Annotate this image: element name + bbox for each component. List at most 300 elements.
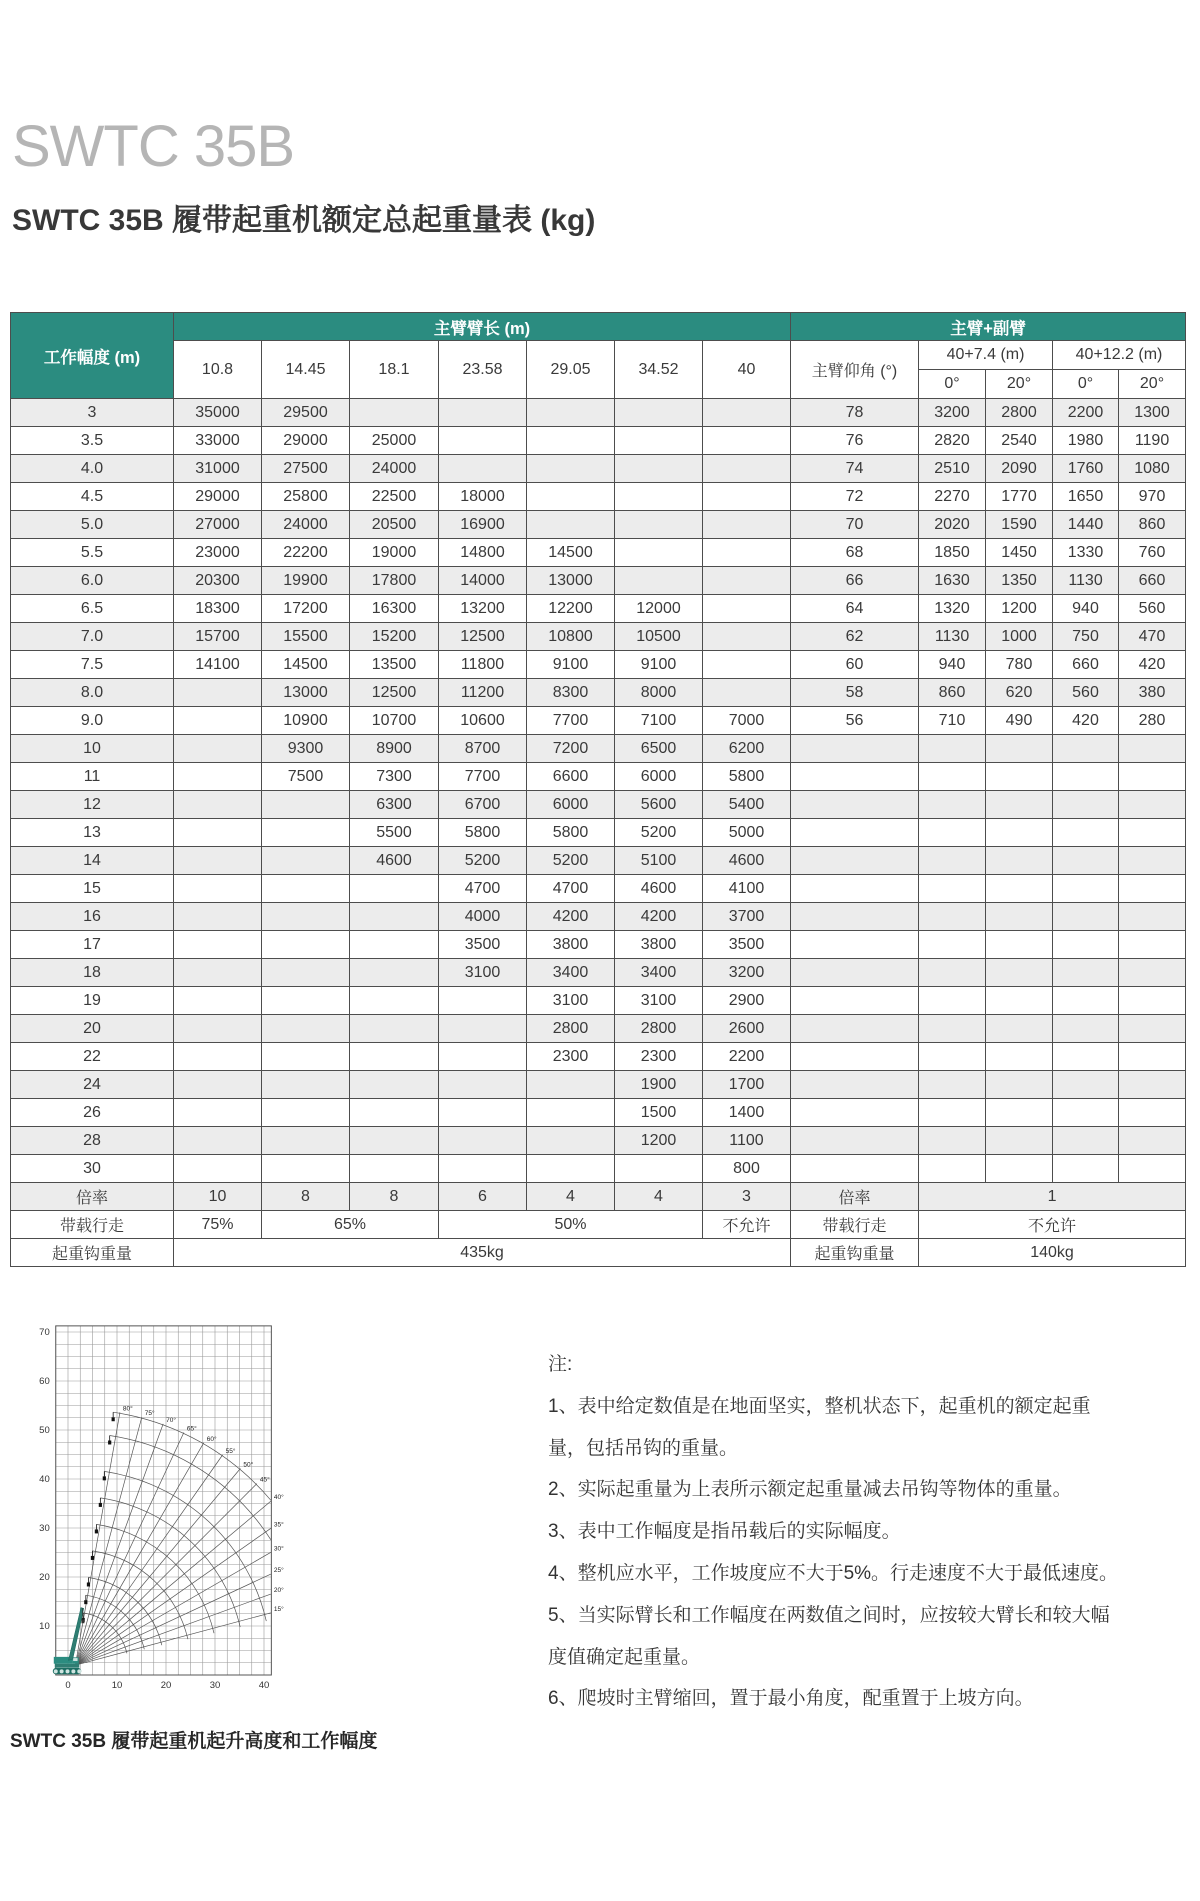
radius-cell: 17 — [11, 931, 174, 959]
load-cell — [527, 483, 615, 511]
jib-load-cell: 1190 — [1119, 427, 1186, 455]
jib-load-cell — [919, 1015, 986, 1043]
jib-load-cell — [919, 735, 986, 763]
load-cell — [703, 427, 791, 455]
load-cell: 13500 — [350, 651, 439, 679]
load-cell — [615, 539, 703, 567]
radius-cell: 30 — [11, 1155, 174, 1183]
load-cell: 25000 — [350, 427, 439, 455]
note-item: 2、实际起重量为上表所示额定起重量减去吊钩等物体的重量。 — [548, 1479, 1072, 1501]
boom-angle-cell — [791, 1099, 919, 1127]
svg-text:70°: 70° — [166, 1416, 177, 1424]
load-cell — [439, 1127, 527, 1155]
boom-angle-cell: 74 — [791, 455, 919, 483]
load-cell — [174, 791, 262, 819]
ratio-label: 倍率 — [11, 1183, 174, 1211]
boom-angle-cell — [791, 735, 919, 763]
jib-load-cell — [919, 791, 986, 819]
load-cell — [174, 1015, 262, 1043]
load-cell: 17800 — [350, 567, 439, 595]
hook-weight-value: 435kg — [174, 1239, 791, 1267]
load-cell: 12000 — [615, 595, 703, 623]
jib-load-cell — [919, 763, 986, 791]
load-cell — [350, 399, 439, 427]
load-cell: 13000 — [527, 567, 615, 595]
svg-text:20: 20 — [160, 1680, 172, 1691]
travel-label-right: 带载行走 — [791, 1211, 919, 1239]
jib-load-cell: 560 — [1053, 679, 1119, 707]
radius-cell: 4.0 — [11, 455, 174, 483]
load-cell — [527, 1155, 615, 1183]
load-cell: 7300 — [350, 763, 439, 791]
load-cell — [350, 1015, 439, 1043]
table-row — [11, 903, 1186, 931]
load-cell: 13000 — [262, 679, 350, 707]
svg-text:50: 50 — [39, 1425, 50, 1436]
radius-cell: 20 — [11, 1015, 174, 1043]
travel-label: 带载行走 — [11, 1211, 174, 1239]
jib-load-cell — [1053, 763, 1119, 791]
jib-load-cell: 660 — [1119, 567, 1186, 595]
load-cell — [262, 875, 350, 903]
hook-weight-row — [11, 1239, 1186, 1267]
load-cell: 24000 — [262, 511, 350, 539]
load-cell — [262, 987, 350, 1015]
load-cell: 10900 — [262, 707, 350, 735]
load-cell — [527, 1071, 615, 1099]
jib-load-cell: 750 — [1053, 623, 1119, 651]
jib-load-cell — [986, 819, 1053, 847]
jib-load-cell — [986, 1127, 1053, 1155]
ratio-value: 10 — [174, 1183, 262, 1211]
load-cell — [527, 511, 615, 539]
load-cell — [174, 679, 262, 707]
load-cell — [262, 847, 350, 875]
boom-angle-cell: 76 — [791, 427, 919, 455]
radius-cell: 9.0 — [11, 707, 174, 735]
table-row — [11, 455, 1186, 483]
jib-load-cell: 490 — [986, 707, 1053, 735]
load-cell — [703, 623, 791, 651]
radius-cell: 5.5 — [11, 539, 174, 567]
table-row — [11, 483, 1186, 511]
radius-cell: 8.0 — [11, 679, 174, 707]
notes-list — [548, 1386, 1126, 1720]
jib-combo-header: 40+12.2 (m) — [1053, 341, 1186, 370]
radius-cell: 3.5 — [11, 427, 174, 455]
jib-load-cell: 1770 — [986, 483, 1053, 511]
boom-angle-cell — [791, 819, 919, 847]
note-item: 3、表中工作幅度是指吊载后的实际幅度。 — [548, 1521, 901, 1543]
boom-angle-cell: 64 — [791, 595, 919, 623]
load-cell — [262, 1015, 350, 1043]
jib-load-cell: 2200 — [1053, 399, 1119, 427]
svg-text:55°: 55° — [225, 1447, 236, 1455]
table-row — [11, 1099, 1186, 1127]
jib-load-cell — [919, 1071, 986, 1099]
jib-load-cell: 620 — [986, 679, 1053, 707]
radius-cell: 4.5 — [11, 483, 174, 511]
load-cell: 4600 — [350, 847, 439, 875]
load-cell: 14800 — [439, 539, 527, 567]
svg-text:10: 10 — [111, 1680, 123, 1691]
offset-angle-header: 20° — [1119, 370, 1186, 399]
load-cell — [703, 483, 791, 511]
load-cell: 4200 — [527, 903, 615, 931]
load-cell — [615, 427, 703, 455]
radius-cell: 19 — [11, 987, 174, 1015]
hook-weight-label: 起重钩重量 — [11, 1239, 174, 1267]
page-title: SWTC 35B 履带起重机额定总起重量表 (kg) — [12, 204, 596, 237]
load-cell: 5800 — [703, 763, 791, 791]
load-cell — [439, 427, 527, 455]
jib-load-cell: 660 — [1053, 651, 1119, 679]
load-cell: 6000 — [615, 763, 703, 791]
load-cell: 2800 — [527, 1015, 615, 1043]
load-cell: 8700 — [439, 735, 527, 763]
boom-length-header: 40 — [703, 341, 791, 399]
svg-text:15°: 15° — [273, 1605, 284, 1613]
load-cell: 14100 — [174, 651, 262, 679]
load-cell: 10600 — [439, 707, 527, 735]
load-cell: 5200 — [439, 847, 527, 875]
jib-load-cell: 2820 — [919, 427, 986, 455]
ratio-value: 3 — [703, 1183, 791, 1211]
boom-angle-cell: 66 — [791, 567, 919, 595]
offset-angle-header: 20° — [986, 370, 1053, 399]
jib-load-cell — [919, 1127, 986, 1155]
radius-cell: 18 — [11, 959, 174, 987]
radius-cell: 7.0 — [11, 623, 174, 651]
table-row — [11, 847, 1186, 875]
load-cell: 14500 — [527, 539, 615, 567]
load-cell: 7500 — [262, 763, 350, 791]
travel-value: 65% — [262, 1211, 439, 1239]
jib-load-cell — [1053, 1071, 1119, 1099]
load-cell — [174, 959, 262, 987]
svg-text:35°: 35° — [273, 1521, 284, 1529]
travel-row — [11, 1211, 1186, 1239]
table-row — [11, 763, 1186, 791]
load-cell: 24000 — [350, 455, 439, 483]
jib-load-cell: 1330 — [1053, 539, 1119, 567]
note-item: 1、表中给定数值是在地面坚实，整机状态下，起重机的额定起重量，包括吊钩的重量。 — [548, 1395, 1091, 1459]
load-cell: 22500 — [350, 483, 439, 511]
jib-load-cell: 940 — [919, 651, 986, 679]
jib-load-cell — [1053, 987, 1119, 1015]
radius-cell: 28 — [11, 1127, 174, 1155]
load-cell — [703, 511, 791, 539]
load-cell: 16900 — [439, 511, 527, 539]
load-cell — [350, 1099, 439, 1127]
load-cell: 18000 — [439, 483, 527, 511]
load-cell: 2800 — [615, 1015, 703, 1043]
table-row — [11, 539, 1186, 567]
svg-text:10: 10 — [39, 1621, 50, 1632]
load-cell: 12200 — [527, 595, 615, 623]
jib-load-cell — [1119, 847, 1186, 875]
boom-angle-cell: 56 — [791, 707, 919, 735]
load-cell: 6700 — [439, 791, 527, 819]
jib-load-cell — [1119, 1043, 1186, 1071]
load-cell — [350, 1127, 439, 1155]
load-cell: 2300 — [615, 1043, 703, 1071]
load-cell: 19900 — [262, 567, 350, 595]
svg-text:65°: 65° — [186, 1425, 197, 1433]
jib-load-cell — [986, 931, 1053, 959]
notes-title: 注: — [548, 1354, 573, 1375]
load-cell: 10800 — [527, 623, 615, 651]
jib-load-cell — [919, 931, 986, 959]
jib-load-cell — [1119, 1015, 1186, 1043]
load-cell: 20500 — [350, 511, 439, 539]
jib-load-cell — [919, 1155, 986, 1183]
radius-cell: 15 — [11, 875, 174, 903]
jib-load-cell: 940 — [1053, 595, 1119, 623]
load-cell: 5600 — [615, 791, 703, 819]
load-cell: 5200 — [615, 819, 703, 847]
jib-load-cell — [986, 763, 1053, 791]
table-row — [11, 427, 1186, 455]
radius-cell: 5.0 — [11, 511, 174, 539]
load-cell — [262, 1155, 350, 1183]
load-cell — [350, 987, 439, 1015]
load-cell: 4700 — [439, 875, 527, 903]
table-row — [11, 931, 1186, 959]
load-cell: 7700 — [439, 763, 527, 791]
jib-load-cell: 420 — [1119, 651, 1186, 679]
radius-cell: 13 — [11, 819, 174, 847]
jib-load-cell — [986, 1015, 1053, 1043]
load-cell — [527, 455, 615, 483]
load-cell — [350, 1071, 439, 1099]
jib-load-cell: 1000 — [986, 623, 1053, 651]
load-cell — [615, 399, 703, 427]
radius-cell: 24 — [11, 1071, 174, 1099]
travel-value: 75% — [174, 1211, 262, 1239]
load-cell: 3500 — [703, 931, 791, 959]
travel-value: 不允许 — [703, 1211, 791, 1239]
load-cell — [615, 511, 703, 539]
jib-combo-header: 40+7.4 (m) — [919, 341, 1053, 370]
load-cell: 31000 — [174, 455, 262, 483]
jib-load-cell: 1300 — [1119, 399, 1186, 427]
jib-load-cell — [1119, 1155, 1186, 1183]
load-cell — [615, 1155, 703, 1183]
load-cell — [350, 931, 439, 959]
boom-angle-cell — [791, 903, 919, 931]
load-cell: 2900 — [703, 987, 791, 1015]
boom-angle-cell: 60 — [791, 651, 919, 679]
load-cell: 12500 — [439, 623, 527, 651]
jib-load-cell: 1200 — [986, 595, 1053, 623]
svg-text:45°: 45° — [259, 1476, 270, 1484]
offset-angle-header: 0° — [919, 370, 986, 399]
load-cell — [262, 931, 350, 959]
jib-load-cell: 860 — [1119, 511, 1186, 539]
jib-load-cell: 1760 — [1053, 455, 1119, 483]
boom-length-header: 29.05 — [527, 341, 615, 399]
svg-text:40°: 40° — [273, 1494, 284, 1502]
load-cell: 800 — [703, 1155, 791, 1183]
load-cell: 10700 — [350, 707, 439, 735]
load-cell — [527, 1127, 615, 1155]
ratio-value-right: 1 — [919, 1183, 1186, 1211]
load-cell — [527, 399, 615, 427]
load-cell — [174, 763, 262, 791]
load-cell: 4700 — [527, 875, 615, 903]
load-cell: 12500 — [350, 679, 439, 707]
radius-cell: 3 — [11, 399, 174, 427]
jib-load-cell — [986, 959, 1053, 987]
load-cell: 2300 — [527, 1043, 615, 1071]
load-cell — [262, 819, 350, 847]
load-cell — [527, 427, 615, 455]
svg-text:40: 40 — [258, 1680, 270, 1691]
load-cell — [174, 819, 262, 847]
load-cell: 22200 — [262, 539, 350, 567]
jib-load-cell — [986, 987, 1053, 1015]
load-cell: 7000 — [703, 707, 791, 735]
jib-load-cell: 1080 — [1119, 455, 1186, 483]
boom-angle-header: 主臂仰角 (°) — [791, 341, 919, 399]
load-cell: 6600 — [527, 763, 615, 791]
jib-load-cell: 280 — [1119, 707, 1186, 735]
load-cell: 4200 — [615, 903, 703, 931]
jib-load-cell: 2090 — [986, 455, 1053, 483]
table-row — [11, 651, 1186, 679]
jib-load-cell: 470 — [1119, 623, 1186, 651]
jib-load-cell: 2510 — [919, 455, 986, 483]
jib-load-cell: 380 — [1119, 679, 1186, 707]
boom-angle-cell — [791, 1015, 919, 1043]
load-cell — [174, 847, 262, 875]
load-cell — [439, 1155, 527, 1183]
load-cell — [174, 931, 262, 959]
load-cell — [174, 875, 262, 903]
load-cell — [262, 1043, 350, 1071]
ratio-value: 4 — [615, 1183, 703, 1211]
radius-column-header: 工作幅度 (m) — [11, 313, 174, 399]
load-cell: 5800 — [527, 819, 615, 847]
boom-angle-cell — [791, 1127, 919, 1155]
load-cell: 11800 — [439, 651, 527, 679]
radius-cell: 10 — [11, 735, 174, 763]
boom-angle-cell — [791, 875, 919, 903]
load-cell: 4600 — [615, 875, 703, 903]
working-range-diagram — [8, 1312, 338, 1712]
load-cell — [174, 1099, 262, 1127]
svg-text:30°: 30° — [273, 1545, 284, 1553]
load-cell: 9100 — [615, 651, 703, 679]
jib-load-cell — [1119, 819, 1186, 847]
jib-load-cell — [919, 1043, 986, 1071]
load-cell: 1900 — [615, 1071, 703, 1099]
jib-load-cell: 1440 — [1053, 511, 1119, 539]
table-row — [11, 679, 1186, 707]
svg-text:60: 60 — [39, 1376, 50, 1387]
note-item: 5、当实际臂长和工作幅度在两数值之间时，应按较大臂长和较大幅度值确定起重量。 — [548, 1604, 1110, 1668]
load-cell — [350, 875, 439, 903]
jib-load-cell — [919, 819, 986, 847]
jib-load-cell — [1053, 819, 1119, 847]
radius-cell: 14 — [11, 847, 174, 875]
jib-load-cell: 2020 — [919, 511, 986, 539]
table-row — [11, 987, 1186, 1015]
load-cell: 4000 — [439, 903, 527, 931]
table-row — [11, 1071, 1186, 1099]
boom-angle-cell — [791, 931, 919, 959]
jib-load-cell — [1053, 931, 1119, 959]
jib-load-cell — [1053, 735, 1119, 763]
load-cell: 6300 — [350, 791, 439, 819]
boom-angle-cell — [791, 1043, 919, 1071]
boom-angle-cell — [791, 763, 919, 791]
jib-load-cell — [1053, 1015, 1119, 1043]
jib-header: 主臂+副臂 — [791, 313, 1186, 341]
load-cell — [439, 1043, 527, 1071]
jib-load-cell: 1130 — [919, 623, 986, 651]
jib-load-cell — [919, 959, 986, 987]
boom-angle-cell — [791, 791, 919, 819]
jib-load-cell — [919, 1099, 986, 1127]
svg-text:30: 30 — [209, 1680, 221, 1691]
model-title: SWTC 35B — [12, 114, 295, 179]
svg-text:75°: 75° — [144, 1410, 155, 1418]
load-cell: 27500 — [262, 455, 350, 483]
jib-load-cell — [919, 987, 986, 1015]
table-row — [11, 511, 1186, 539]
jib-load-cell — [1119, 875, 1186, 903]
load-cell: 3100 — [527, 987, 615, 1015]
jib-load-cell — [1053, 1127, 1119, 1155]
jib-load-cell — [1119, 987, 1186, 1015]
load-cell: 3100 — [615, 987, 703, 1015]
radius-cell: 22 — [11, 1043, 174, 1071]
svg-text:20: 20 — [39, 1572, 50, 1583]
load-cell — [703, 539, 791, 567]
ratio-value: 8 — [262, 1183, 350, 1211]
boom-angle-cell: 78 — [791, 399, 919, 427]
boom-length-header: 18.1 — [350, 341, 439, 399]
boom-angle-cell: 72 — [791, 483, 919, 511]
note-item: 4、整机应水平，工作坡度应不大于5%。行走速度不大于最低速度。 — [548, 1562, 1119, 1584]
load-cell — [262, 903, 350, 931]
travel-value: 50% — [439, 1211, 703, 1239]
load-cell: 3500 — [439, 931, 527, 959]
svg-text:60°: 60° — [206, 1435, 217, 1443]
svg-text:25°: 25° — [273, 1567, 284, 1575]
table-row — [11, 1043, 1186, 1071]
boom-length-header: 34.52 — [615, 341, 703, 399]
jib-load-cell — [1119, 1071, 1186, 1099]
load-cell: 6500 — [615, 735, 703, 763]
load-cell: 29000 — [262, 427, 350, 455]
ratio-value: 6 — [439, 1183, 527, 1211]
load-cell: 29500 — [262, 399, 350, 427]
load-cell — [615, 567, 703, 595]
load-cell — [350, 959, 439, 987]
load-cell: 8300 — [527, 679, 615, 707]
ratio-value: 4 — [527, 1183, 615, 1211]
notes-block — [548, 1344, 1126, 1720]
jib-load-cell: 2270 — [919, 483, 986, 511]
load-cell: 5800 — [439, 819, 527, 847]
jib-load-cell — [1053, 1043, 1119, 1071]
jib-load-cell: 1320 — [919, 595, 986, 623]
jib-load-cell — [1053, 791, 1119, 819]
radius-cell: 16 — [11, 903, 174, 931]
